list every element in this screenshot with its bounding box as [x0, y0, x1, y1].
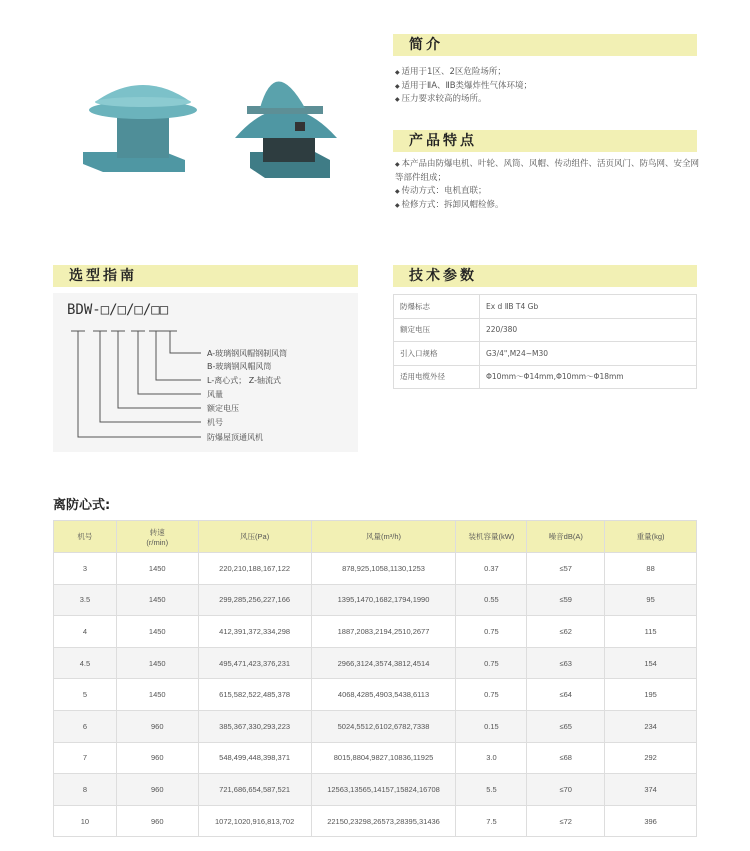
tech-params-table	[393, 294, 697, 389]
table-cell: ≤64	[527, 679, 605, 711]
table-cell: 7	[54, 742, 117, 774]
table-cell: 1072,1020,916,813,702	[198, 805, 311, 837]
intro-item: ◆ 适用于1区、2区危险场所；	[395, 66, 700, 80]
table-row	[394, 318, 697, 342]
table-cell: 292	[605, 742, 697, 774]
model-guide-diagram	[53, 293, 358, 452]
table-cell: 6	[54, 710, 117, 742]
column-header: 风压(Pa)	[198, 521, 311, 553]
table-cell: 721,686,654,587,521	[198, 774, 311, 806]
model-code: BDW-□/□/□/□□	[67, 302, 169, 318]
table-cell: 4.5	[54, 647, 117, 679]
feature-item: ◆ 传动方式：电机直联；	[395, 185, 700, 199]
table-cell: 0.75	[456, 679, 527, 711]
table-cell: 220,210,188,167,122	[198, 553, 311, 585]
intro-item: ◆ 适用于ⅡA、ⅡB类爆炸性气体环境；	[395, 80, 700, 94]
table-cell: 0.75	[456, 616, 527, 648]
roof-fan-product-images	[75, 60, 365, 190]
table-cell: 5	[54, 679, 117, 711]
table-cell: 3.0	[456, 742, 527, 774]
table-cell: 115	[605, 616, 697, 648]
table-row	[394, 342, 697, 366]
table-cell: ≤57	[527, 553, 605, 585]
table-cell: 95	[605, 584, 697, 616]
tech-header: 技术参数	[393, 265, 697, 287]
table-cell: 299,285,256,227,166	[198, 584, 311, 616]
guide-connector-lines	[53, 293, 358, 452]
column-header: 机号	[54, 521, 117, 553]
column-header: 转速 (r/min)	[116, 521, 198, 553]
column-header: 风量(m³/h)	[311, 521, 456, 553]
table-cell: 0.55	[456, 584, 527, 616]
guide-label: B-玻璃钢风帽风筒	[207, 362, 272, 371]
table-row	[54, 584, 697, 616]
guide-label: 额定电压	[207, 404, 239, 413]
param-name: 适用电缆外径	[394, 365, 480, 389]
param-name: 额定电压	[394, 318, 480, 342]
table-cell: 960	[116, 774, 198, 806]
table-cell: 548,499,448,398,371	[198, 742, 311, 774]
table-cell: 4	[54, 616, 117, 648]
table-row	[54, 774, 697, 806]
table-cell: 12563,13565,14157,15824,16708	[311, 774, 456, 806]
fan-flat-cap-image	[83, 85, 197, 172]
table-cell: ≤62	[527, 616, 605, 648]
guide-header: 选型指南	[53, 265, 358, 287]
table-cell: 88	[605, 553, 697, 585]
param-value: 220/380	[480, 318, 697, 342]
intro-list	[395, 66, 700, 107]
table-cell: 412,391,372,334,298	[198, 616, 311, 648]
table-cell: ≤63	[527, 647, 605, 679]
table-cell: 960	[116, 742, 198, 774]
table-cell: 1450	[116, 584, 198, 616]
column-header: 噪音dB(A)	[527, 521, 605, 553]
param-value: Φ10mm～Φ14mm,Φ10mm～Φ18mm	[480, 365, 697, 389]
table-cell: 615,582,522,485,378	[198, 679, 311, 711]
table-row	[54, 805, 697, 837]
guide-label: A-玻璃钢风帽钢制风筒	[207, 349, 288, 358]
table-cell: ≤68	[527, 742, 605, 774]
feature-item: ◆ 检修方式：拆卸风帽检修。	[395, 199, 700, 213]
table-cell: 154	[605, 647, 697, 679]
table-row	[54, 710, 697, 742]
fan-cone-cap-image	[235, 82, 337, 179]
table-row	[54, 616, 697, 648]
features-list	[395, 158, 700, 212]
table-cell: 385,367,330,293,223	[198, 710, 311, 742]
table-header-row	[54, 521, 697, 553]
table-cell: 5.5	[456, 774, 527, 806]
performance-table	[53, 520, 697, 837]
table-cell: 3.5	[54, 584, 117, 616]
table-cell: 1450	[116, 553, 198, 585]
table-cell: ≤65	[527, 710, 605, 742]
table-cell: 1450	[116, 647, 198, 679]
table-cell: 22150,23298,26573,28395,31436	[311, 805, 456, 837]
table-cell: 878,925,1058,1130,1253	[311, 553, 456, 585]
table-cell: 1450	[116, 616, 198, 648]
table-cell: 1887,2083,2194,2510,2677	[311, 616, 456, 648]
table-cell: 234	[605, 710, 697, 742]
table-cell: 2966,3124,3574,3812,4514	[311, 647, 456, 679]
guide-label: 机号	[207, 418, 223, 427]
table-row	[54, 553, 697, 585]
table-cell: ≤72	[527, 805, 605, 837]
table-row	[394, 295, 697, 319]
guide-label: L-离心式； Z-轴流式	[207, 376, 281, 385]
table-cell: 396	[605, 805, 697, 837]
table-cell: ≤59	[527, 584, 605, 616]
table-row	[54, 647, 697, 679]
param-name: 防爆标志	[394, 295, 480, 319]
table-cell: 4068,4285,4903,5438,6113	[311, 679, 456, 711]
column-header: 重量(kg)	[605, 521, 697, 553]
table-cell: ≤70	[527, 774, 605, 806]
intro-header: 简介	[393, 34, 697, 56]
table-cell: 8	[54, 774, 117, 806]
guide-label: 风量	[207, 390, 223, 399]
table-cell: 0.75	[456, 647, 527, 679]
feature-item: ◆ 本产品由防爆电机、叶轮、风筒、风帽、传动组件、活页风门、防鸟网、安全网等部件组成；	[395, 158, 700, 185]
param-value: Ex d ⅡB T4 Gb	[480, 295, 697, 319]
intro-item: ◆ 压力要求较高的场所。	[395, 93, 700, 107]
features-header: 产品特点	[393, 130, 697, 152]
table-row	[394, 365, 697, 389]
table-cell: 374	[605, 774, 697, 806]
guide-label: 防爆屋顶通风机	[207, 433, 263, 442]
table-cell: 10	[54, 805, 117, 837]
table-cell: 960	[116, 805, 198, 837]
table-cell: 960	[116, 710, 198, 742]
table-title: 离防心式:	[53, 498, 111, 513]
param-name: 引入口规格	[394, 342, 480, 366]
table-row	[54, 679, 697, 711]
column-header: 装机容量(kW)	[456, 521, 527, 553]
table-cell: 0.15	[456, 710, 527, 742]
table-row	[54, 742, 697, 774]
table-cell: 495,471,423,376,231	[198, 647, 311, 679]
table-cell: 8015,8804,9827,10836,11925	[311, 742, 456, 774]
table-cell: 7.5	[456, 805, 527, 837]
table-cell: 1450	[116, 679, 198, 711]
table-cell: 5024,5512,6102,6782,7338	[311, 710, 456, 742]
table-cell: 3	[54, 553, 117, 585]
table-cell: 1395,1470,1682,1794,1990	[311, 584, 456, 616]
table-cell: 195	[605, 679, 697, 711]
table-cell: 0.37	[456, 553, 527, 585]
param-value: G3/4",M24~M30	[480, 342, 697, 366]
